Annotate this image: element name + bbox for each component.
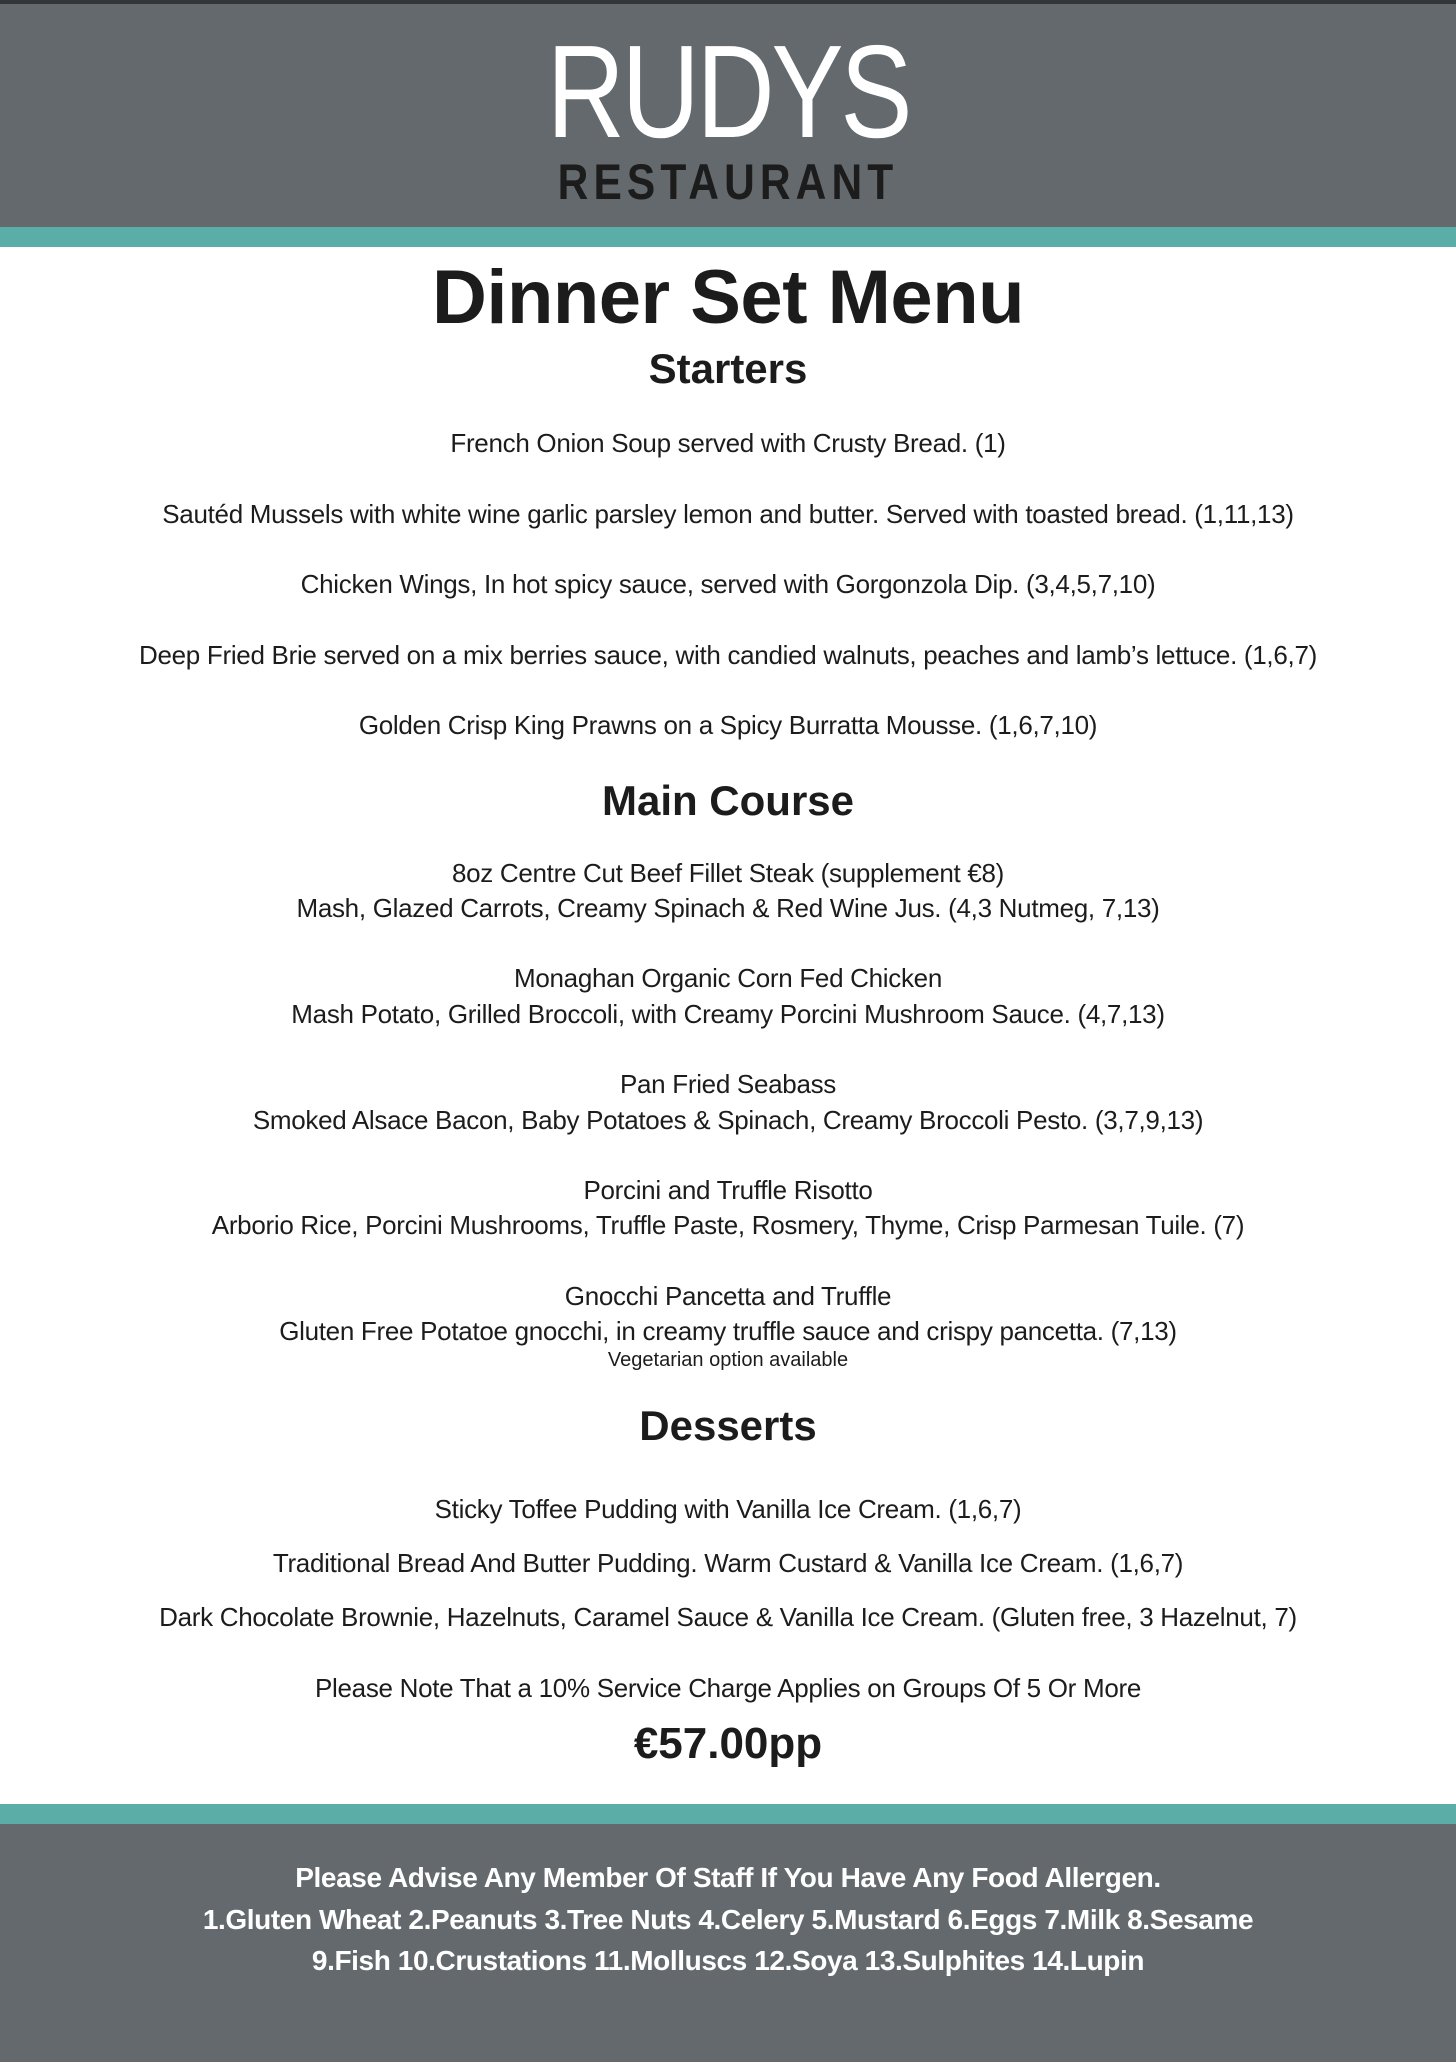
footer-accent-band [0,1804,1456,1824]
starter-item: Sautéd Mussels with white wine garlic parsley lemon and butter. Served with toasted bread. (1,11,13) [162,499,1294,529]
main-item-name: Monaghan Organic Corn Fed Chicken [514,963,942,993]
starter-item: Chicken Wings, In hot spicy sauce, served with Gorgonzola Dip. (3,4,5,7,10) [300,569,1156,599]
main-item-note: Vegetarian option available [607,1349,849,1371]
logo-subtitle: RESTAURANT [557,154,899,210]
main-item-name: 8oz Centre Cut Beef Fillet Steak (supplement €8) [451,858,1005,888]
main-item-name: Pan Fried Seabass [619,1069,837,1099]
main-item-name: Porcini and Truffle Risotto [583,1175,873,1205]
header-banner [0,4,1456,227]
dessert-item: Dark Chocolate Brownie, Hazelnuts, Caramel Sauce & Vanilla Ice Cream. (Gluten free, 3 Hazelnut, 7) [159,1602,1297,1632]
set-menu-price: €57.00pp [633,1719,823,1768]
dessert-item: Sticky Toffee Pudding with Vanilla Ice Cream. (1,6,7) [434,1494,1022,1524]
logo-wordmark: RUDYS [546,18,910,165]
starter-item: Golden Crisp King Prawns on a Spicy Burratta Mousse. (1,6,7,10) [358,710,1098,740]
starter-item: Deep Fried Brie served on a mix berries sauce, with candied walnuts, peaches and lamb’s lettuce. (1,6,7) [139,640,1317,670]
section-heading-desserts: Desserts [639,1402,817,1449]
main-item-description: Smoked Alsace Bacon, Baby Potatoes & Spinach, Creamy Broccoli Pesto. (3,7,9,13) [252,1105,1204,1135]
allergen-list-line-1: 1.Gluten Wheat 2.Peanuts 3.Tree Nuts 4.Celery 5.Mustard 6.Eggs 7.Milk 8.Sesame [202,1904,1254,1935]
main-item-description: Gluten Free Potatoe gnocchi, in creamy truffle sauce and crispy pancetta. (7,13) [279,1316,1177,1346]
header-accent-band [0,227,1456,247]
main-item-description: Mash, Glazed Carrots, Creamy Spinach & Red Wine Jus. (4,3 Nutmeg, 7,13) [296,893,1160,923]
main-item-description: Mash Potato, Grilled Broccoli, with Creamy Porcini Mushroom Sauce. (4,7,13) [291,999,1165,1029]
main-item-name: Gnocchi Pancetta and Truffle [564,1281,892,1311]
allergen-advice: Please Advise Any Member Of Staff If You Have Any Food Allergen. [295,1862,1161,1893]
service-charge-note: Please Note That a 10% Service Charge Applies on Groups Of 5 Or More [315,1673,1141,1703]
page-title: Dinner Set Menu [431,255,1025,340]
section-heading-main-course: Main Course [601,777,855,824]
allergen-footer [0,1824,1456,2062]
starter-item: French Onion Soup served with Crusty Bread. (1) [450,428,1006,458]
dessert-item: Traditional Bread And Butter Pudding. Warm Custard & Vanilla Ice Cream. (1,6,7) [272,1548,1184,1578]
main-item-description: Arborio Rice, Porcini Mushrooms, Truffle Paste, Rosmery, Thyme, Crisp Parmesan Tuile. (7) [211,1210,1245,1240]
section-heading-starters: Starters [648,345,808,392]
allergen-list-line-2: 9.Fish 10.Crustations 11.Molluscs 12.Soya 13.Sulphites 14.Lupin [311,1945,1145,1976]
